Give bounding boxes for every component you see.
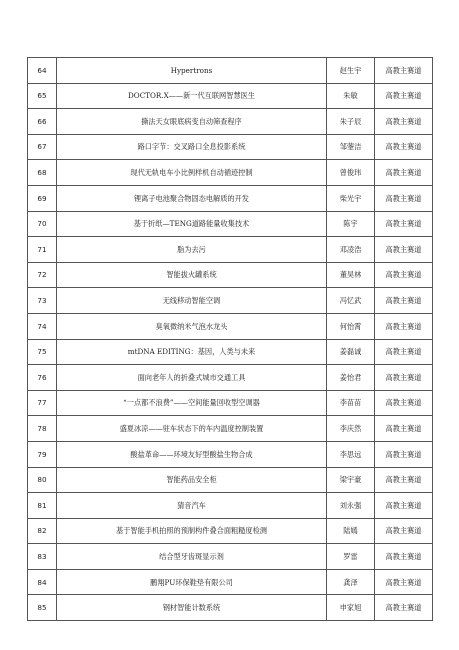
project-title: 结合型牙齿斑显示剂 [57, 544, 327, 570]
track-label: 高教主赛道 [375, 467, 433, 493]
row-number: 70 [28, 211, 57, 237]
leader-name: 梁宇豪 [327, 467, 375, 493]
table-row [28, 134, 433, 160]
row-number: 83 [28, 544, 57, 570]
track-label: 高教主赛道 [375, 58, 433, 84]
table-row [28, 288, 433, 314]
project-title: 路口字节：交叉路口全息投影系统 [57, 134, 327, 160]
leader-name: 申家旭 [327, 595, 375, 621]
table-row [28, 83, 433, 109]
track-label: 高教主赛道 [375, 569, 433, 595]
table-row [28, 416, 433, 442]
leader-name: 董昊林 [327, 262, 375, 288]
track-label: 高教主赛道 [375, 211, 433, 237]
leader-name: 陈宇 [327, 211, 375, 237]
leader-name: 朱子辰 [327, 109, 375, 135]
leader-name: 何怡霄 [327, 313, 375, 339]
track-label: 高教主赛道 [375, 83, 433, 109]
row-number: 80 [28, 467, 57, 493]
track-label: 高教主赛道 [375, 441, 433, 467]
leader-name: 冯忆武 [327, 288, 375, 314]
project-title: 锂离子电池聚合物固态电解质的开发 [57, 185, 327, 211]
project-title: 面向老年人的折叠式城市交通工具 [57, 365, 327, 391]
row-number: 75 [28, 339, 57, 365]
project-table [27, 57, 433, 621]
row-number: 64 [28, 58, 57, 84]
row-number: 71 [28, 237, 57, 263]
project-title: 撕法天女眼底病变自动筛查程序 [57, 109, 327, 135]
leader-name: 李苗苗 [327, 390, 375, 416]
leader-name: 曾俊玮 [327, 160, 375, 186]
row-number: 82 [28, 518, 57, 544]
track-label: 高教主赛道 [375, 237, 433, 263]
track-label: 高教主赛道 [375, 595, 433, 621]
leader-name: 李思远 [327, 441, 375, 467]
table-row [28, 185, 433, 211]
leader-name: 姜磊诚 [327, 339, 375, 365]
track-label: 高教主赛道 [375, 518, 433, 544]
table-row [28, 467, 433, 493]
row-number: 77 [28, 390, 57, 416]
project-title: “一点都不浪费”——空间能量回收型空调器 [57, 390, 327, 416]
track-label: 高教主赛道 [375, 160, 433, 186]
row-number: 69 [28, 185, 57, 211]
leader-name: 邹蓥洁 [327, 134, 375, 160]
table-row [28, 313, 433, 339]
project-title: 基于折纸—TENG道路能量收集技术 [57, 211, 327, 237]
leader-name: 柴光宇 [327, 185, 375, 211]
project-title: 脂为去污 [57, 237, 327, 263]
row-number: 85 [28, 595, 57, 621]
table-row [28, 441, 433, 467]
row-number: 66 [28, 109, 57, 135]
row-number: 76 [28, 365, 57, 391]
row-number: 78 [28, 416, 57, 442]
project-title: DOCTOR.X——新一代互联网智慧医生 [57, 83, 327, 109]
project-title: 臭氧微纳米气泡水龙头 [57, 313, 327, 339]
table-row [28, 390, 433, 416]
project-title: 智能药品安全柜 [57, 467, 327, 493]
track-label: 高教主赛道 [375, 365, 433, 391]
table-row [28, 544, 433, 570]
project-title: 智能拔火罐系统 [57, 262, 327, 288]
project-title: 盛夏冰凉——驻车状态下的车内温度控制装置 [57, 416, 327, 442]
leader-name: 赵生宇 [327, 58, 375, 84]
table-row [28, 160, 433, 186]
row-number: 67 [28, 134, 57, 160]
track-label: 高教主赛道 [375, 134, 433, 160]
project-title: 猜音汽车 [57, 493, 327, 519]
project-title: mtDNA EDITING：基因，人类与未来 [57, 339, 327, 365]
project-title: 鹏翔PU环保鞋垫有限公司 [57, 569, 327, 595]
table-row [28, 58, 433, 84]
track-label: 高教主赛道 [375, 493, 433, 519]
track-label: 高教主赛道 [375, 109, 433, 135]
project-title: 钢材智能计数系统 [57, 595, 327, 621]
table-row [28, 109, 433, 135]
row-number: 68 [28, 160, 57, 186]
row-number: 81 [28, 493, 57, 519]
table-body [28, 58, 433, 621]
track-label: 高教主赛道 [375, 339, 433, 365]
table-row [28, 569, 433, 595]
table-row [28, 518, 433, 544]
table-row [28, 493, 433, 519]
table-row [28, 339, 433, 365]
project-title: 无线移动智能空调 [57, 288, 327, 314]
leader-name: 陆嫣 [327, 518, 375, 544]
table-row [28, 262, 433, 288]
row-number: 79 [28, 441, 57, 467]
track-label: 高教主赛道 [375, 390, 433, 416]
track-label: 高教主赛道 [375, 262, 433, 288]
leader-name: 龚泽 [327, 569, 375, 595]
table-row [28, 211, 433, 237]
table-row [28, 365, 433, 391]
leader-name: 刘永强 [327, 493, 375, 519]
project-title: 现代无轨电车小比例样机自动循迹控制 [57, 160, 327, 186]
track-label: 高教主赛道 [375, 544, 433, 570]
row-number: 73 [28, 288, 57, 314]
project-title: 酸盐革命——环境友好型酸盐生物合成 [57, 441, 327, 467]
leader-name: 李庆然 [327, 416, 375, 442]
table-row [28, 595, 433, 621]
track-label: 高教主赛道 [375, 185, 433, 211]
row-number: 72 [28, 262, 57, 288]
row-number: 74 [28, 313, 57, 339]
track-label: 高教主赛道 [375, 313, 433, 339]
table-row [28, 237, 433, 263]
project-title: 基于智能手机拍照的预制构件叠合面粗糙度检测 [57, 518, 327, 544]
row-number: 65 [28, 83, 57, 109]
leader-name: 朱敏 [327, 83, 375, 109]
track-label: 高教主赛道 [375, 288, 433, 314]
leader-name: 邓凌浩 [327, 237, 375, 263]
leader-name: 姜怡君 [327, 365, 375, 391]
row-number: 84 [28, 569, 57, 595]
leader-name: 罗雷 [327, 544, 375, 570]
track-label: 高教主赛道 [375, 416, 433, 442]
project-title: Hypertrons [57, 58, 327, 84]
